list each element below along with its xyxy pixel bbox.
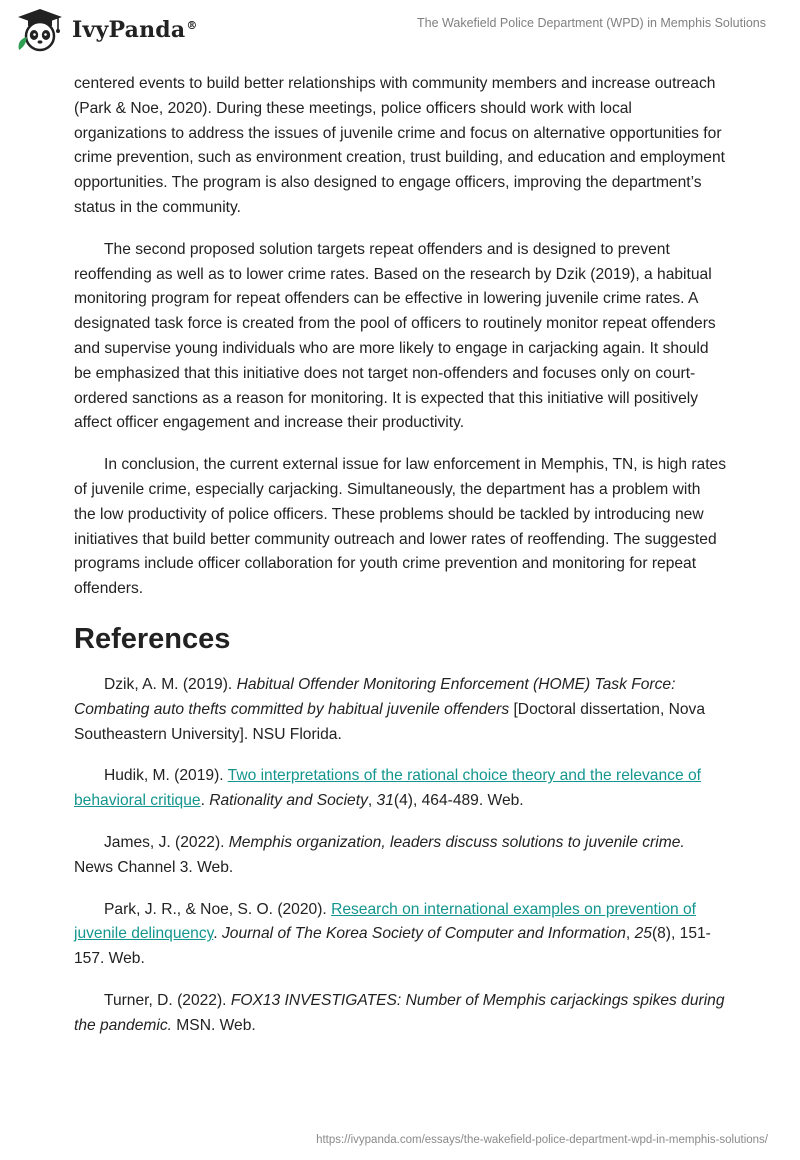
page-header bbox=[0, 0, 800, 64]
reference-dzik: Dzik, A. M. (2019). Habitual Offender Monitoring Enforcement (HOME) Task Force: Combating auto thefts committed by habitual juvenile offenders [Doctoral dissertation, Nova Southeastern University]. NSU Florida. bbox=[74, 675, 706, 743]
paragraph-continuation: centered events to build better relationships with community members and increase outreach (Park & Noe, 2020). During these meetings, police officers should work with local organizations to address the issues of juvenile crime and focus on alternative opportunities for crime prevention, such as environment creation, trust building, and education and employment opportunities. The program is also designed to engage officers, improving the department’s status in the community. bbox=[74, 75, 725, 216]
reference-turner: Turner, D. (2022). FOX13 INVESTIGATES: Number of Memphis carjackings spikes during the pandemic. MSN. Web. bbox=[74, 991, 725, 1034]
reference-james: James, J. (2022). Memphis organization, leaders discuss solutions to juvenile crime. News Channel 3. Web. bbox=[74, 833, 685, 876]
references-heading: References bbox=[74, 622, 231, 655]
paragraph-conclusion: In conclusion, the current external issue for law enforcement in Memphis, TN, is high rates of juvenile crime, especially carjacking. Simultaneously, the department has a problem with the low productivity of police officers. These problems should be tackled by introducing new initiatives that build better community outreach and lower rates of reoffending. The suggested programs include officer collaboration for youth crime prevention and monitoring for repeat offenders. bbox=[74, 456, 727, 598]
reference-park: Park, J. R., & Noe, S. O. (2020). Research on international examples on prevention of juvenile delinquency. Journal of The Korea Society of Computer and Information, 25(8), 151-157. Web. bbox=[74, 900, 711, 968]
park-article-link[interactable]: Research on international examples on prevention of juvenile delinquency bbox=[74, 900, 697, 943]
hudik-article-link[interactable]: Two interpretations of the rational choice theory and the relevance of behavioral critique bbox=[74, 767, 701, 810]
essay-content bbox=[74, 72, 726, 1056]
reference-hudik: Hudik, M. (2019). Two interpretations of the rational choice theory and the relevance of behavioral critique. Rationality and Society, 31(4), 464-489. Web. bbox=[74, 767, 701, 810]
brand-name: IvyPanda® bbox=[72, 17, 198, 43]
document-title: The Wakefield Police Department (WPD) in Memphis Solutions bbox=[417, 16, 766, 30]
panda-graduate-icon bbox=[14, 8, 66, 52]
source-url: https://ivypanda.com/essays/the-wakefield-police-department-wpd-in-memphis-solutions/ bbox=[316, 1134, 768, 1146]
paragraph-second-solution: The second proposed solution targets repeat offenders and is designed to prevent reoffending as well as to lower crime rates. Based on the research by Dzik (2019), a habitual monitoring program for repeat offenders can be effective in lowering juvenile crime rates. A designated task force is created from the pool of officers to routinely monitor repeat offenders and supervise young individuals who are more likely to engage in carjacking again. It should be emphasized that this initiative does not target non-offenders and focuses only on court-ordered sanctions as a reason for monitoring. It is expected that this initiative will positively affect officer engagement and increase their productivity. bbox=[74, 240, 716, 432]
ivypanda-logo[interactable] bbox=[14, 8, 198, 52]
